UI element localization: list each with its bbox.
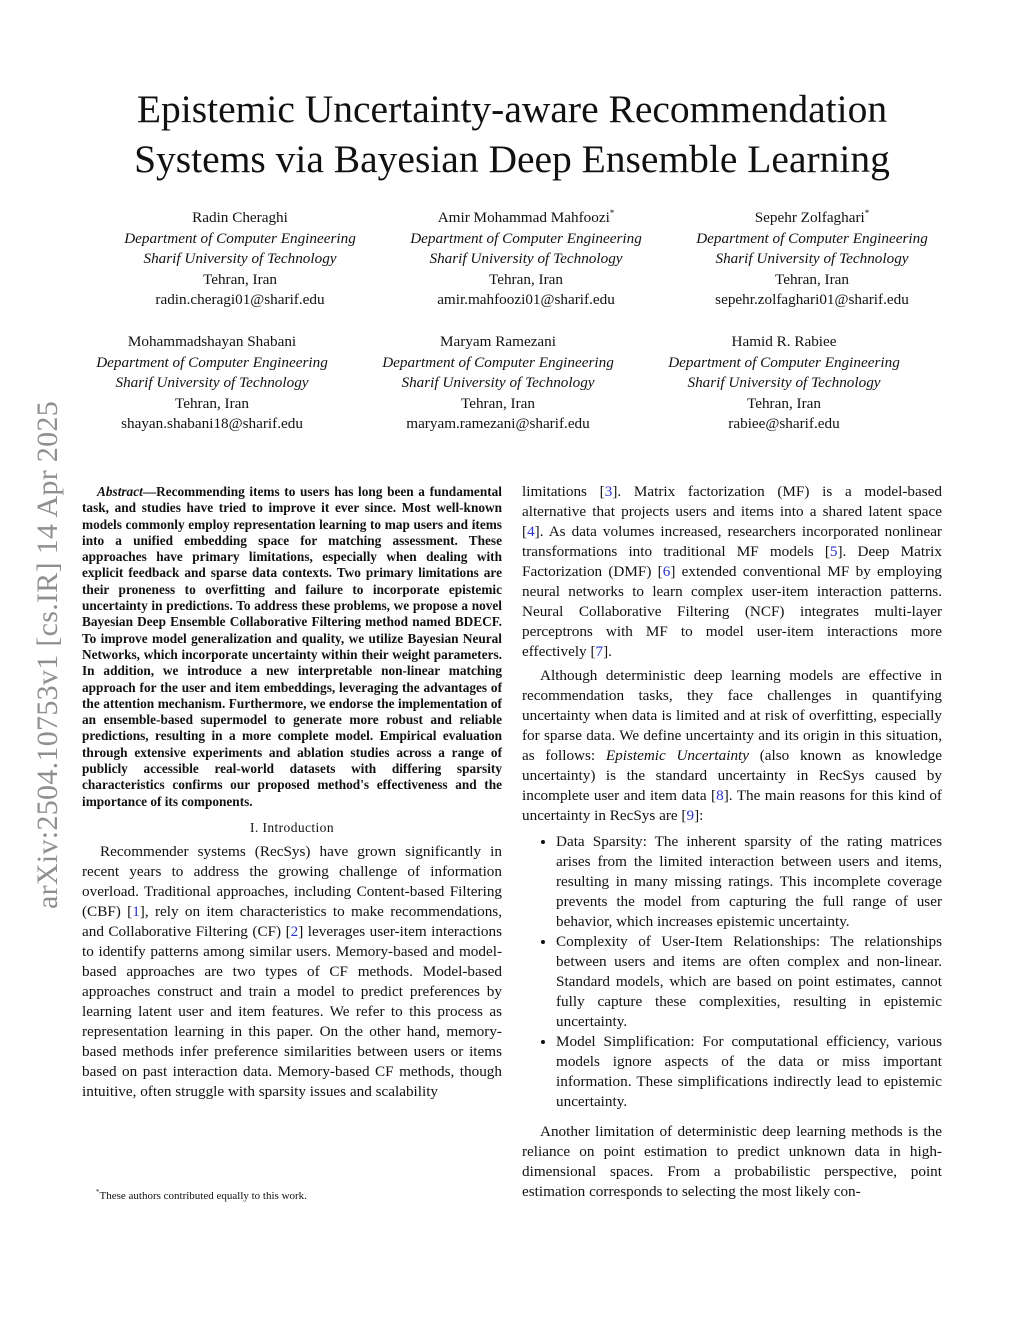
uncertainty-causes-list xyxy=(522,832,942,1112)
title-line-2: Systems via Bayesian Deep Ensemble Learning xyxy=(134,137,890,181)
author-email[interactable]: radin.cheragi01@sharif.edu xyxy=(155,291,325,309)
body-paragraph: Although deterministic deep learning models are effective in recommendation tasks, they face challenges in quantifying uncertainty when data is limited and at risk of overfitting, especially for sparse data. We define uncertainty and its origin in this situation, as follows: Epistemic Uncertainty (also known as knowledge uncertainty) is the standard uncertainty in RecSys caused by incomplete user and item data [8]. The main reasons for this kind of uncertainty in RecSys are [9]: xyxy=(522,667,943,824)
author-department: Department of Computer Engineering xyxy=(382,353,614,371)
author-department: Department of Computer Engineering xyxy=(124,229,356,247)
author-department: Department of Computer Engineering xyxy=(410,229,642,247)
author-university: Sharif University of Technology xyxy=(687,374,881,392)
citation-link[interactable]: 8 xyxy=(716,787,724,804)
author-location: Tehran, Iran xyxy=(175,394,249,412)
author-location: Tehran, Iran xyxy=(461,394,535,412)
author-location: Tehran, Iran xyxy=(747,394,821,412)
author-university: Sharif University of Technology xyxy=(401,374,595,392)
footnote-mark: * xyxy=(96,1188,100,1196)
arxiv-id-text: arXiv:2504.10753v1 [cs.IR] 14 Apr 2025 xyxy=(31,400,65,910)
footnote-text: These authors contributed equally to this work. xyxy=(99,1190,307,1202)
citation-link[interactable]: 1 xyxy=(132,902,140,920)
author-university: Sharif University of Technology xyxy=(715,250,909,268)
author-email[interactable]: amir.mahfoozi01@sharif.edu xyxy=(437,291,615,309)
author-department: Department of Computer Engineering xyxy=(668,353,900,371)
author-block xyxy=(662,203,962,311)
abstract-text: —Recommending items to users has long been a fundamental task, and studies have tried to improve it ever since. Most well-known models commonly employ representation learning to map users and items into a unified embedding space for matching assessment. These approaches have primary limitations, especially when dealing with explicit feedback and sparse data contexts. Two primary limitations are their proneness to overfitting and failure to incorporate epistemic uncertainty in predictions. To address these problems, we propose a novel Bayesian Deep Ensemble Collaborative Filtering method named BDECF. To improve model generalization and quality, we utilize Bayesian Neural Networks, which incorporate uncertainty within their weight parameters. In addition, we introduce a new interpretable non-linear matching approach for the user and item embeddings, leveraging the advantages of the attention mechanism. Furthermore, we endorse the implementation of an ensemble-based supermodel to generate more robust and reliable predictions, resulting in a more complete model. Empirical evaluation through extensive experiments and ablation studies across a range of publicly accessible real-world datasets with differing sparsity characteristics confirms our proposed method's effectiveness and the importance of its components. xyxy=(82,484,502,809)
author-university: Sharif University of Technology xyxy=(143,250,337,268)
arxiv-identifier xyxy=(28,365,68,945)
abstract-label: Abstract xyxy=(97,484,143,499)
author-location: Tehran, Iran xyxy=(489,270,563,288)
citation-link[interactable]: 9 xyxy=(686,807,695,824)
author-name: Sepehr Zolfaghari* xyxy=(754,208,870,226)
author-block xyxy=(90,203,390,311)
list-item: • Model Simplification: For computational efficiency, various models ignore aspects of the data or miss important information. These simplifications indirectly lead to epistemic uncertainty. xyxy=(556,1032,942,1112)
author-name: Maryam Ramezani xyxy=(440,333,556,350)
left-column xyxy=(82,484,502,1102)
section-heading-introduction: I. Introduction xyxy=(250,819,334,835)
author-name: Hamid R. Rabiee xyxy=(731,333,837,350)
body-paragraph: limitations [3]. Matrix factorization (MF) is a model-based alternative that projects users and items into a shared latent space [4]. As data volumes increased, researchers incorporated nonlinear transformations into traditional MF models [5]. Deep Matrix Factorization (DMF) [6] extended conventional MF by employing neural networks to learn complex user-item interaction patterns. Neural Collaborative Filtering (NCF) integrates multi-layer perceptrons with MF to model user-item interactions more effectively [7]. xyxy=(522,483,943,660)
author-name: Mohammadshayan Shabani xyxy=(127,333,297,350)
author-block xyxy=(634,327,934,435)
paper-title xyxy=(60,84,964,184)
author-block xyxy=(348,327,648,435)
author-department: Department of Computer Engineering xyxy=(696,229,928,247)
author-university: Sharif University of Technology xyxy=(115,374,309,392)
title-line-1: Epistemic Uncertainty-aware Recommendation xyxy=(136,87,888,131)
author-department: Department of Computer Engineering xyxy=(96,353,328,371)
list-item: • Data Sparsity: The inherent sparsity of the rating matrices arises from the limited interaction between users and items, resulting in many missing ratings. This incomplete coverage prevents the model from capturing the full range of user behavior, which increases epistemic uncertainty. xyxy=(556,832,942,932)
body-paragraph: Another limitation of deterministic deep learning methods is the reliance on point estimation to predict unknown data in high-dimensional spaces. From a probabilistic perspective, point estimation corresponds to selecting the most likely con- xyxy=(522,1123,942,1200)
author-email[interactable]: maryam.ramezani@sharif.edu xyxy=(406,415,590,433)
author-location: Tehran, Iran xyxy=(203,270,277,288)
footnote xyxy=(96,1185,307,1203)
author-email[interactable]: sepehr.zolfaghari01@sharif.edu xyxy=(715,291,909,309)
author-email[interactable]: shayan.shabani18@sharif.edu xyxy=(121,415,303,433)
author-block xyxy=(376,203,676,311)
author-block xyxy=(62,327,362,435)
abstract xyxy=(82,484,502,810)
list-item: • Complexity of User-Item Relationships: The relationships between users and items are often complex and non-linear. Standard models, which are based on point estimates, cannot fully capture these complexities, resulting in epistemic uncertainty. xyxy=(556,932,942,1032)
emphasis-term: Epistemic Uncertainty xyxy=(605,747,750,764)
author-name: Radin Cheraghi xyxy=(192,209,288,226)
author-name: Amir Mohammad Mahfoozi* xyxy=(437,208,615,226)
citation-link[interactable]: 6 xyxy=(662,563,671,580)
right-column xyxy=(522,482,942,1202)
citation-link[interactable]: 2 xyxy=(290,922,299,940)
citation-link[interactable]: 5 xyxy=(829,543,838,560)
citation-link[interactable]: 7 xyxy=(595,643,604,660)
author-university: Sharif University of Technology xyxy=(429,250,623,268)
citation-link[interactable]: 4 xyxy=(527,523,535,540)
author-location: Tehran, Iran xyxy=(775,270,849,288)
citation-link[interactable]: 3 xyxy=(604,483,613,500)
intro-paragraph: Recommender systems (RecSys) have grown significantly in recent years to address the growing challenge of information overload. Traditional approaches, including Content-based Filtering (CBF) [1], rely on item characteristics to make recommendations, and Collaborative Filtering (CF) [2] leverages user-item interactions to identify patterns among similar users. Memory-based and model-based approaches are two types of CF methods. Model-based approaches construct and train a model to predict preferences by learning latent user and item features. We refer to this process as representation learning in this paper. On the other hand, memory-based methods infer preference similarities between users or items based on past interaction data. Memory-based CF methods, though intuitive, often struggle with sparsity issues and scalability xyxy=(82,842,503,1100)
author-email[interactable]: rabiee@sharif.edu xyxy=(728,415,840,433)
